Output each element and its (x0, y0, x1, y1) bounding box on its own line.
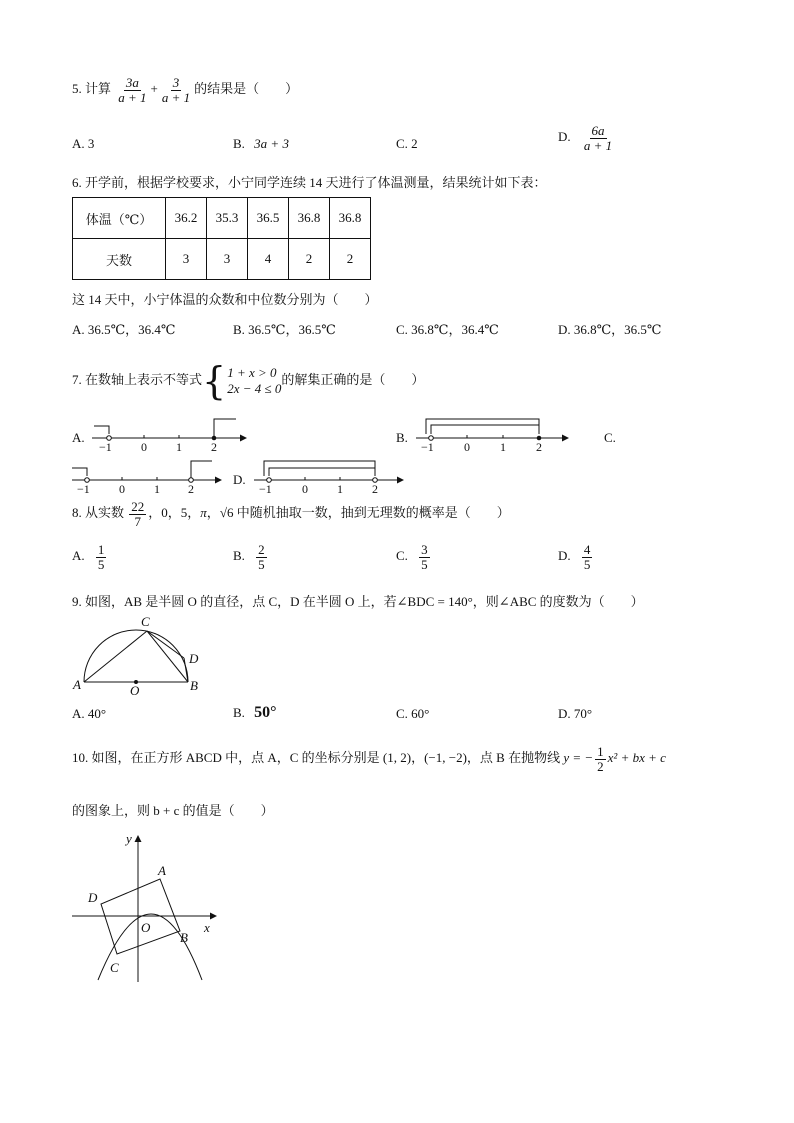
q8-stem-post: 中随机抽取一数，抽到无理数的概率是（ ） (233, 505, 510, 521)
q6-days-cell: 3 (166, 239, 207, 280)
q8-option-c-fraction (419, 543, 430, 571)
q6-option-b: B. 36.5℃，36.5℃ (233, 322, 336, 337)
q5-fraction-1 (116, 76, 148, 104)
q8-option-a-num: 1 (97, 542, 105, 557)
q10-stem-line1 (72, 745, 666, 773)
tick-label: 2 (188, 482, 194, 496)
q8-option-a (72, 543, 108, 571)
q6-temp-cell: 36.5 (248, 198, 289, 239)
q8-option-a-den: 5 (97, 556, 105, 572)
q8-option-b (233, 543, 269, 571)
q7-stem-post: 的解集正确的是（ ） (281, 371, 425, 387)
point-label-b: B (190, 678, 198, 693)
q8-frac-den: 7 (134, 513, 142, 529)
tick-label: 1 (176, 440, 182, 454)
q8-stem (72, 500, 510, 528)
q7-numberline-b (414, 416, 574, 456)
tick-label: 1 (337, 482, 343, 496)
q7-inequality-system (202, 359, 282, 403)
y-axis-label: y (126, 831, 132, 846)
q9-option-c: C. 60° (396, 706, 430, 721)
q6-option-c: C. 36.8℃，36.4℃ (396, 322, 499, 337)
q7-numberline-c (70, 458, 230, 498)
point-label-d: D (189, 651, 199, 666)
solution-ray-right (214, 419, 236, 438)
q8-stem-mid: ，0，5， (148, 505, 201, 521)
q8-option-c-num: 3 (421, 542, 428, 557)
tick-label: 0 (302, 482, 308, 496)
q8-option-b-num: 2 (258, 542, 265, 557)
tick-label: −1 (421, 440, 434, 454)
q9-stem: 9. 如图，AB 是半圆 O 的直径，点 C，D 在半圆 O 上，若∠BDC = 140°，则∠ABC 的度数为（ ） (72, 594, 644, 609)
q8-option-c (396, 543, 432, 571)
q6-temp-cell: 36.8 (330, 198, 371, 239)
q5-option-d (558, 124, 616, 152)
q7-inequality-1: 1 + x > 0 (227, 364, 277, 380)
q8-option-b-den: 5 (258, 556, 265, 572)
q8-option-c-prefix: C. (396, 548, 408, 564)
q5-plus: + (150, 81, 158, 97)
tick-label: 2 (536, 440, 542, 454)
point-label-o: O (130, 683, 140, 698)
point-label-c: C (110, 960, 119, 975)
tick-label: 1 (500, 440, 506, 454)
q8-option-a-fraction (96, 543, 107, 571)
q10-coordinate-figure (70, 828, 230, 988)
q9-semicircle-figure (70, 612, 210, 697)
tick-label: 0 (464, 440, 470, 454)
q8-fraction (129, 500, 146, 528)
x-axis-arrow-icon (210, 913, 217, 920)
solution-ray-left (94, 426, 109, 434)
q8-option-b-prefix: B. (233, 548, 245, 564)
q10-eq-rest: x² + bx + c (607, 750, 666, 766)
q5-option-c: C. 2 (396, 136, 418, 151)
q6-question: 这 14 天中，小宁体温的众数和中位数分别为（ ） (72, 292, 378, 307)
q5-number: 5. (72, 81, 85, 97)
q6-option-d: D. 36.8℃，36.5℃ (558, 322, 662, 337)
q5-stem-pre: 计算 (85, 81, 112, 97)
q10-stem-line2: 的图象上，则 b + c 的值是（ ） (72, 803, 274, 818)
q8-option-d-den: 5 (583, 556, 591, 572)
q8-option-a-prefix: A. (72, 548, 85, 564)
q9-option-d: D. 70° (558, 706, 593, 721)
q5-stem (72, 76, 298, 104)
q6-temp-cell: 36.2 (166, 198, 207, 239)
q7-inequality-2: 2x − 4 ≤ 0 (227, 381, 282, 396)
arrow-icon (562, 435, 569, 442)
q8-option-c-den: 5 (421, 556, 428, 572)
point-label-d: D (88, 890, 98, 905)
q8-option-b-fraction (256, 543, 267, 571)
q6-temp-cell: 35.3 (207, 198, 248, 239)
q10-eq-num: 1 (597, 744, 604, 759)
q7-numberline-d (252, 458, 412, 498)
q5-option-d-num: 6a (591, 123, 605, 138)
tick-label: −1 (77, 482, 90, 496)
tick-label: 2 (372, 482, 378, 496)
q5-option-d-den: a + 1 (583, 137, 613, 153)
q6-days-cell: 2 (289, 239, 330, 280)
origin-label-o: O (141, 920, 151, 935)
tick-label: 0 (141, 440, 147, 454)
q9-option-b-value: 50° (254, 704, 277, 721)
q6-stem: 6. 开学前，根据学校要求，小宁同学连续 14 天进行了体温测量，结果统计如下表： (72, 175, 547, 190)
semicircle-arc (84, 630, 188, 682)
q6-days-cell: 3 (207, 239, 248, 280)
tick-label: 0 (119, 482, 125, 496)
tick-label: −1 (259, 482, 272, 496)
q6-days-cell: 2 (330, 239, 371, 280)
q6-temperature-table (72, 197, 371, 280)
solution-segment (269, 468, 375, 476)
segment-ac (84, 631, 147, 682)
q6-days-cell: 4 (248, 239, 289, 280)
q8-option-d (558, 543, 594, 571)
q5-option-d-prefix: D. (558, 129, 571, 145)
q6-row1-header: 体温（℃） (73, 198, 166, 239)
q5-frac1-den: a + 1 (118, 89, 147, 105)
q7-stem-pre: 7. 在数轴上表示不等式 (72, 371, 203, 387)
q8-stem-pre: 8. 从实数 (72, 505, 125, 521)
table-row (73, 198, 371, 239)
left-brace-icon: { (202, 359, 227, 403)
q8-stem-mid2: ， (206, 505, 220, 521)
q5-frac2-den: a + 1 (161, 89, 191, 105)
q6-temp-cell: 36.8 (289, 198, 330, 239)
q5-option-b-value: 3a + 3 (254, 136, 289, 151)
q5-frac2-num: 3 (172, 75, 180, 90)
q8-option-d-num: 4 (583, 542, 591, 557)
q7-label-d: D. (233, 472, 246, 487)
solution-segment-outer (426, 419, 539, 434)
solution-ray-right (191, 461, 212, 480)
solution-ray-left (72, 468, 87, 476)
table-row (73, 239, 371, 280)
q9-option-a: A. 40° (72, 706, 107, 721)
arrow-icon (215, 477, 222, 484)
arrow-icon (397, 477, 404, 484)
q5-stem-post: 的结果是（ ） (194, 81, 299, 97)
solution-segment (431, 425, 539, 434)
q5-option-d-fraction (582, 124, 614, 152)
q5-option-b-prefix: B. (233, 136, 245, 151)
arrow-icon (240, 435, 247, 442)
q10-eq-fraction (595, 745, 606, 773)
q9-option-b-prefix: B. (233, 705, 245, 720)
q10-eq-y: y = − (563, 750, 594, 766)
q6-row2-header: 天数 (73, 239, 166, 280)
q7-numberline-a (90, 416, 250, 456)
q8-frac-num: 22 (131, 499, 145, 514)
q10-eq-den: 2 (597, 758, 604, 774)
tick-label: −1 (99, 440, 112, 454)
q8-option-d-fraction (582, 543, 593, 571)
q7-label-b: B. (396, 430, 408, 445)
q8-pi: π (200, 505, 207, 521)
q6-option-a: A. 36.5℃，36.4℃ (72, 322, 176, 337)
point-label-a: A (158, 863, 166, 878)
q10-stem-pre: 10. 如图，在正方形 ABCD 中，点 A，C 的坐标分别是 (1, 2)，(−1, −2)，点 B 在抛物线 (72, 750, 564, 766)
point-label-a: A (73, 677, 81, 692)
q5-fraction-2 (160, 76, 192, 104)
point-label-c: C (141, 614, 150, 629)
tick-label: 2 (211, 440, 217, 454)
q5-frac1-num: 3a (125, 75, 139, 90)
tick-label: 1 (154, 482, 160, 496)
q9-option-b (233, 704, 277, 722)
q7-stem (72, 359, 425, 403)
y-axis-arrow-icon (135, 835, 142, 842)
q7-label-a: A. (72, 430, 85, 445)
q8-option-d-prefix: D. (558, 548, 571, 564)
q5-option-b (233, 136, 289, 152)
q7-label-c: C. (604, 430, 616, 445)
q5-option-a: A. 3 (72, 136, 95, 151)
q8-sqrt: √6 (219, 505, 234, 521)
x-axis-label: x (204, 920, 210, 935)
point-label-b: B (180, 930, 188, 945)
